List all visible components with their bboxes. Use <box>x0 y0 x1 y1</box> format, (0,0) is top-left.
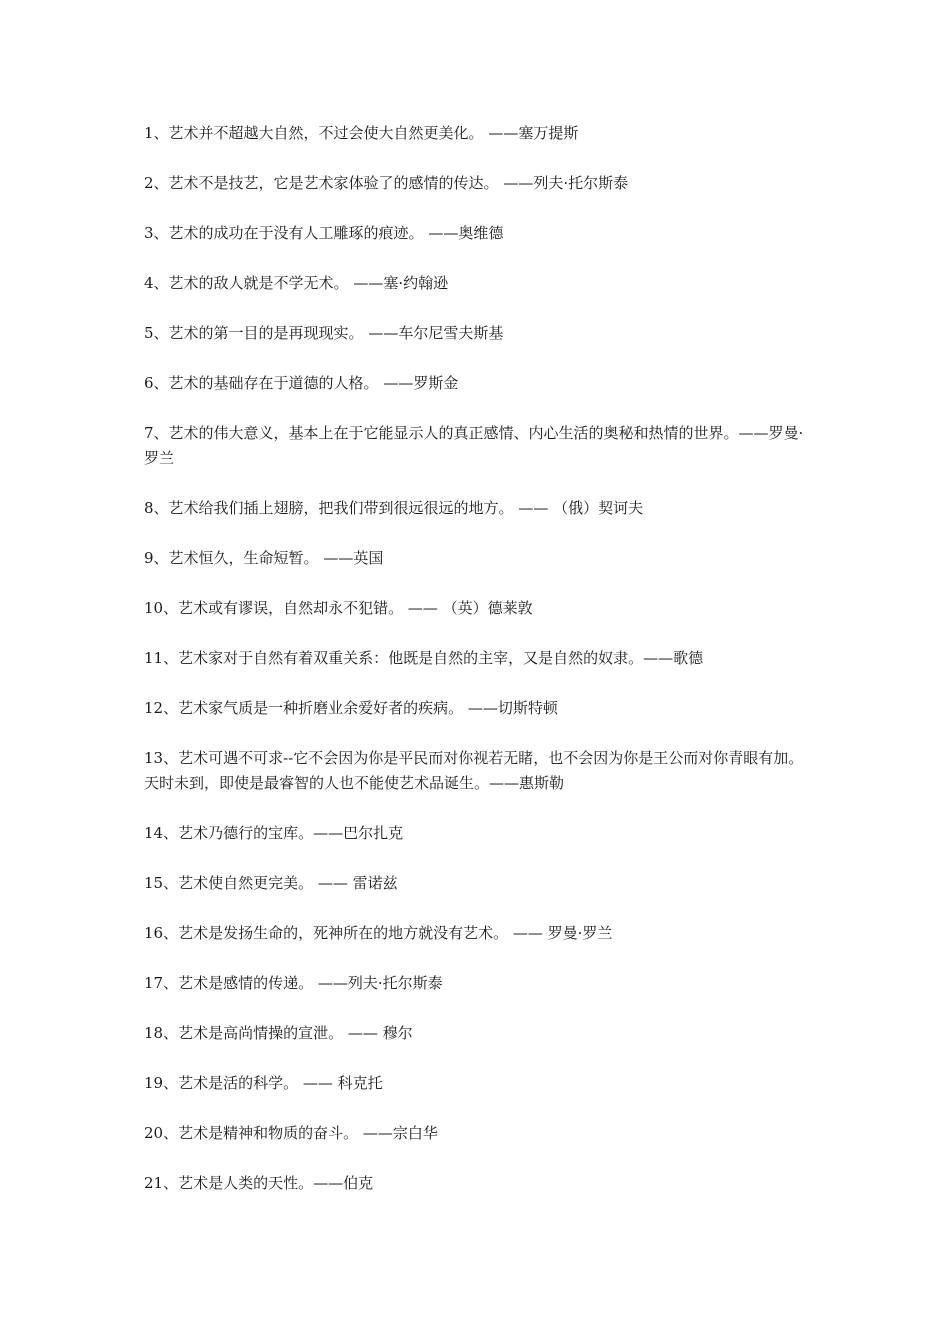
quote-item: 9、艺术恒久，生命短暂。 ——英国 <box>144 549 384 567</box>
quote-item: 11、艺术家对于自然有着双重关系：他既是自然的主宰，又是自然的奴隶。——歌德 <box>144 649 704 667</box>
quote-item: 21、艺术是人类的天性。——伯克 <box>144 1174 374 1192</box>
quote-item: 18、艺术是高尚情操的宣泄。 —— 穆尔 <box>144 1024 413 1042</box>
quote-item: 15、艺术使自然更完美。 —— 雷诺兹 <box>144 874 398 892</box>
quote-item: 10、艺术或有谬误，自然却永不犯错。 —— （英）德莱敦 <box>144 599 533 617</box>
quote-item: 12、艺术家气质是一种折磨业余爱好者的疾病。 ——切斯特顿 <box>144 699 558 717</box>
quote-item: 3、艺术的成功在于没有人工雕琢的痕迹。 ——奥维德 <box>144 224 504 242</box>
quote-item: 8、艺术给我们插上翅膀，把我们带到很远很远的地方。 —— （俄）契诃夫 <box>144 499 644 517</box>
quote-item: 4、艺术的敌人就是不学无术。 ——塞·约翰逊 <box>144 274 449 292</box>
quote-item: 6、艺术的基础存在于道德的人格。 ——罗斯金 <box>144 374 459 392</box>
quote-item: 1、艺术并不超越大自然，不过会使大自然更美化。 ——塞万提斯 <box>144 124 579 142</box>
quote-item: 17、艺术是感情的传递。 ——列夫·托尔斯泰 <box>144 974 443 992</box>
quote-item: 14、艺术乃德行的宝库。——巴尔扎克 <box>144 824 404 842</box>
quote-item: 16、艺术是发扬生命的，死神所在的地方就没有艺术。 —— 罗曼·罗兰 <box>144 924 613 942</box>
quote-item: 2、艺术不是技艺，它是艺术家体验了的感情的传达。 ——列夫·托尔斯泰 <box>144 174 629 192</box>
quote-item: 19、艺术是活的科学。 —— 科克托 <box>144 1074 383 1092</box>
quote-list <box>144 121 812 1221</box>
quote-item: 7、艺术的伟大意义，基本上在于它能显示人的真正感情、内心生活的奥秘和热情的世界。——罗曼·罗兰 <box>144 424 804 467</box>
quote-item: 5、艺术的第一目的是再现现实。 ——车尔尼雪夫斯基 <box>144 324 504 342</box>
quote-item: 13、艺术可遇不可求--它不会因为你是平民而对你视若无睹，也不会因为你是王公而对你青眼有加。天时未到，即使是最睿智的人也不能使艺术品诞生。——惠斯勒 <box>144 749 804 792</box>
quote-item: 20、艺术是精神和物质的奋斗。 ——宗白华 <box>144 1124 438 1142</box>
